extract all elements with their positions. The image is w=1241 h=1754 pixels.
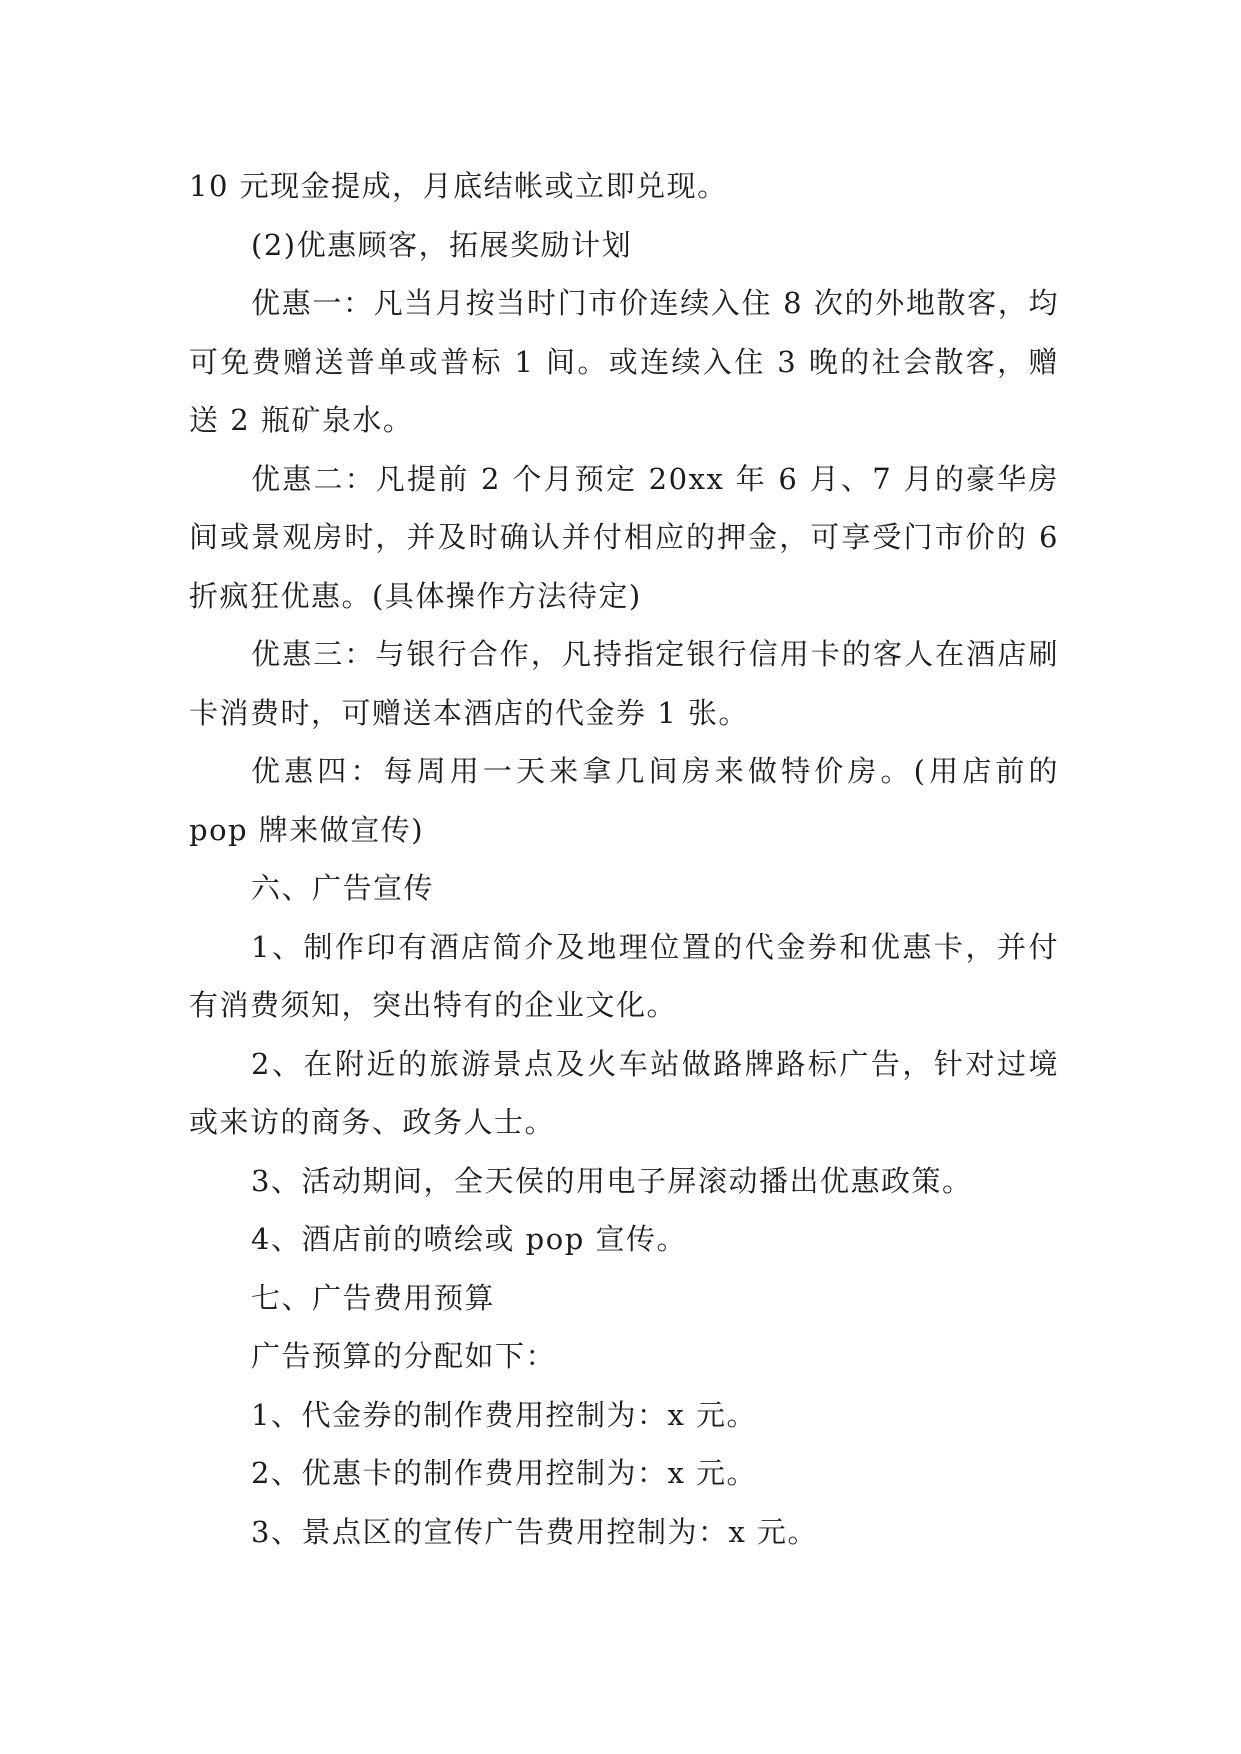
list-item-budget-1: 1、代金券的制作费用控制为：x 元。: [251, 1397, 758, 1432]
section-heading-advertising: 六、广告宣传: [251, 871, 435, 905]
paragraph-offer-four: 优惠四：每周用一天来拿几间房来做特价房。(用店前的 pop 牌来做宣传): [189, 754, 1070, 847]
list-item-budget-2: 2、优惠卡的制作费用控制为：x 元。: [251, 1456, 758, 1490]
paragraph-offer-two: 优惠二：凡提前 2 个月预定 20xx 年 6 月、7 月的豪华房间或景观房时，并及时确认并付相应的押金，可享受门市价的 6 折疯狂优惠。(具体操作方法待定): [189, 461, 1070, 613]
paragraph-budget-intro: 广告预算的分配如下：: [251, 1339, 557, 1373]
list-item-ad-3: 3、活动期间，全天侯的用电子屏滚动播出优惠政策。: [251, 1163, 973, 1198]
paragraph-offer-three: 优惠三：与银行合作，凡持指定银行信用卡的客人在酒店刷卡消费时，可赠送本酒店的代金券 1 张。: [189, 637, 1059, 730]
list-item-ad-1: 1、制作印有酒店简介及地理位置的代金券和优惠卡，并付有消费须知，突出特有的企业文化。: [189, 929, 1059, 1022]
list-item-ad-4: 4、酒店前的喷绘或 pop 宣传。: [251, 1222, 687, 1256]
section-heading-ad-budget: 七、广告费用预算: [251, 1280, 496, 1315]
list-item-budget-3: 3、景点区的宣传广告费用控制为：x 元。: [251, 1514, 819, 1549]
paragraph-cash-commission: 10 元现金提成，月底结帐或立即兑现。: [189, 169, 728, 203]
list-item-ad-2: 2、在附近的旅游景点及火车站做路牌路标广告，针对过境或来访的商务、政务人士。: [189, 1046, 1059, 1139]
paragraph-offer-one: 优惠一：凡当月按当时门市价连续入住 8 次的外地散客，均可免费赠送普单或普标 1 间。或连续入住 3 晚的社会散客，赠送 2 瓶矿泉水。: [189, 286, 1059, 437]
document-body: [189, 157, 1070, 1561]
paragraph-reward-plan-heading: (2)优惠顾客，拓展奖励计划: [251, 227, 633, 262]
